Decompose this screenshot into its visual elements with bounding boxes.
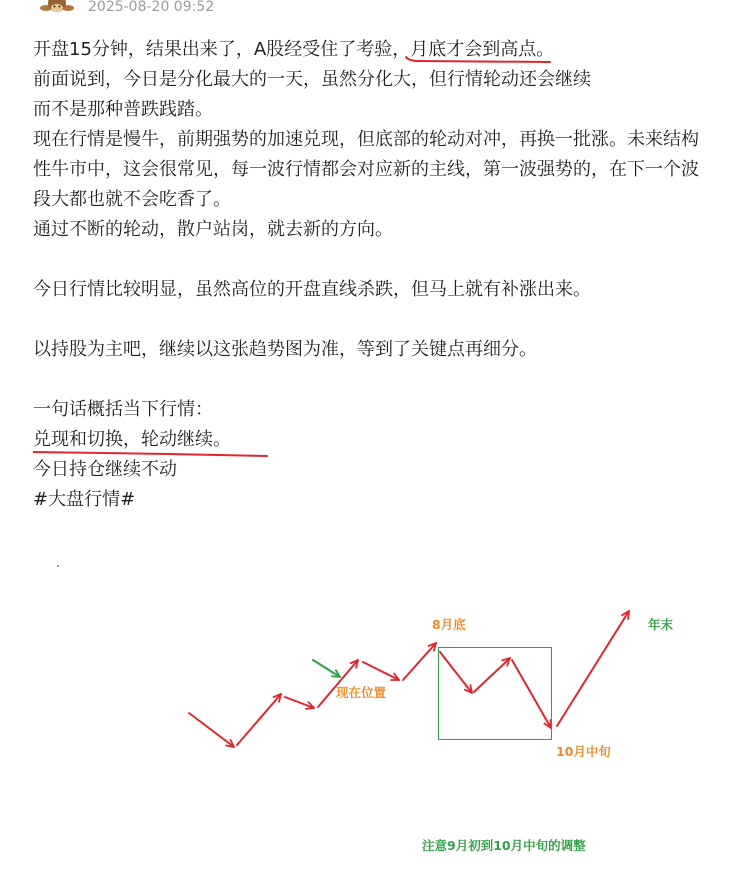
trend-arrow [363,662,399,680]
avatar-face [51,4,63,12]
text-line: 一句话概括当下行情： [33,399,213,420]
text-line: 性牛市中，这会很常见，每一波行情都会对应新的主线，第一波强势的，在下一个波 [33,159,699,180]
text-line: 今日持仓继续不动 [33,459,177,480]
label-current-position: 现在位置 [336,685,387,700]
text-line [33,425,723,455]
text-line: 段大都也就不会吃香了。 [33,189,231,210]
label-adjustment-note: 注意9月初到10月中旬的调整 [422,838,586,853]
trend-arrow [512,660,551,728]
trend-arrow [474,658,510,692]
text-line: 前面说到，今日是分化最大的一天，虽然分化大，但行情轮动还会继续 [33,69,591,90]
trend-arrow [557,611,629,726]
trend-arrow [237,694,281,745]
text-line [33,35,723,65]
text-segment: 开盘15分钟，结果出来了，A股经受住了考验， [33,39,411,60]
underlined-phrase [410,35,554,65]
avatar-eye [54,6,56,8]
trend-arrow [189,713,234,747]
label-end-of-august: 8月底 [432,617,466,632]
underlined-phrase-text: 月底才会到高点。 [410,39,555,60]
trend-arrow [285,697,314,708]
dot-mark [57,565,59,567]
text-line: 以持股为主吧，继续以这张趋势图为准，等到了关键点再细分。 [33,339,537,360]
trend-arrow [403,643,436,680]
trend-arrow [440,652,472,693]
text-line: 现在行情是慢牛，前期强势的加速兑现，但底部的轮动对冲，再换一批涨。未来结构 [33,129,699,150]
topic-tag-link[interactable]: #大盘行情# [33,489,136,510]
text-line: 而不是那种普跌践踏。 [33,99,213,120]
adjustment-box [439,648,552,740]
text-line: 通过不断的轮动，散户站岗，就去新的方向。 [33,219,393,240]
avatar-eye [59,6,61,8]
label-mid-october: 10月中旬 [556,744,611,759]
avatar[interactable] [40,0,74,16]
underlined-phrase-text: 兑现和切换，轮动继续。 [33,429,231,450]
label-year-end: 年末 [648,617,674,632]
text-line: 今日行情比较明显，虽然高位的开盘直线杀跌，但马上就有补涨出来。 [33,279,591,300]
pointer-arrow [313,660,340,677]
post-body [33,35,723,515]
post-timestamp[interactable]: 2025-08-20 09:52 [88,0,215,15]
underlined-phrase [33,425,231,455]
trend-diagram [0,540,732,880]
